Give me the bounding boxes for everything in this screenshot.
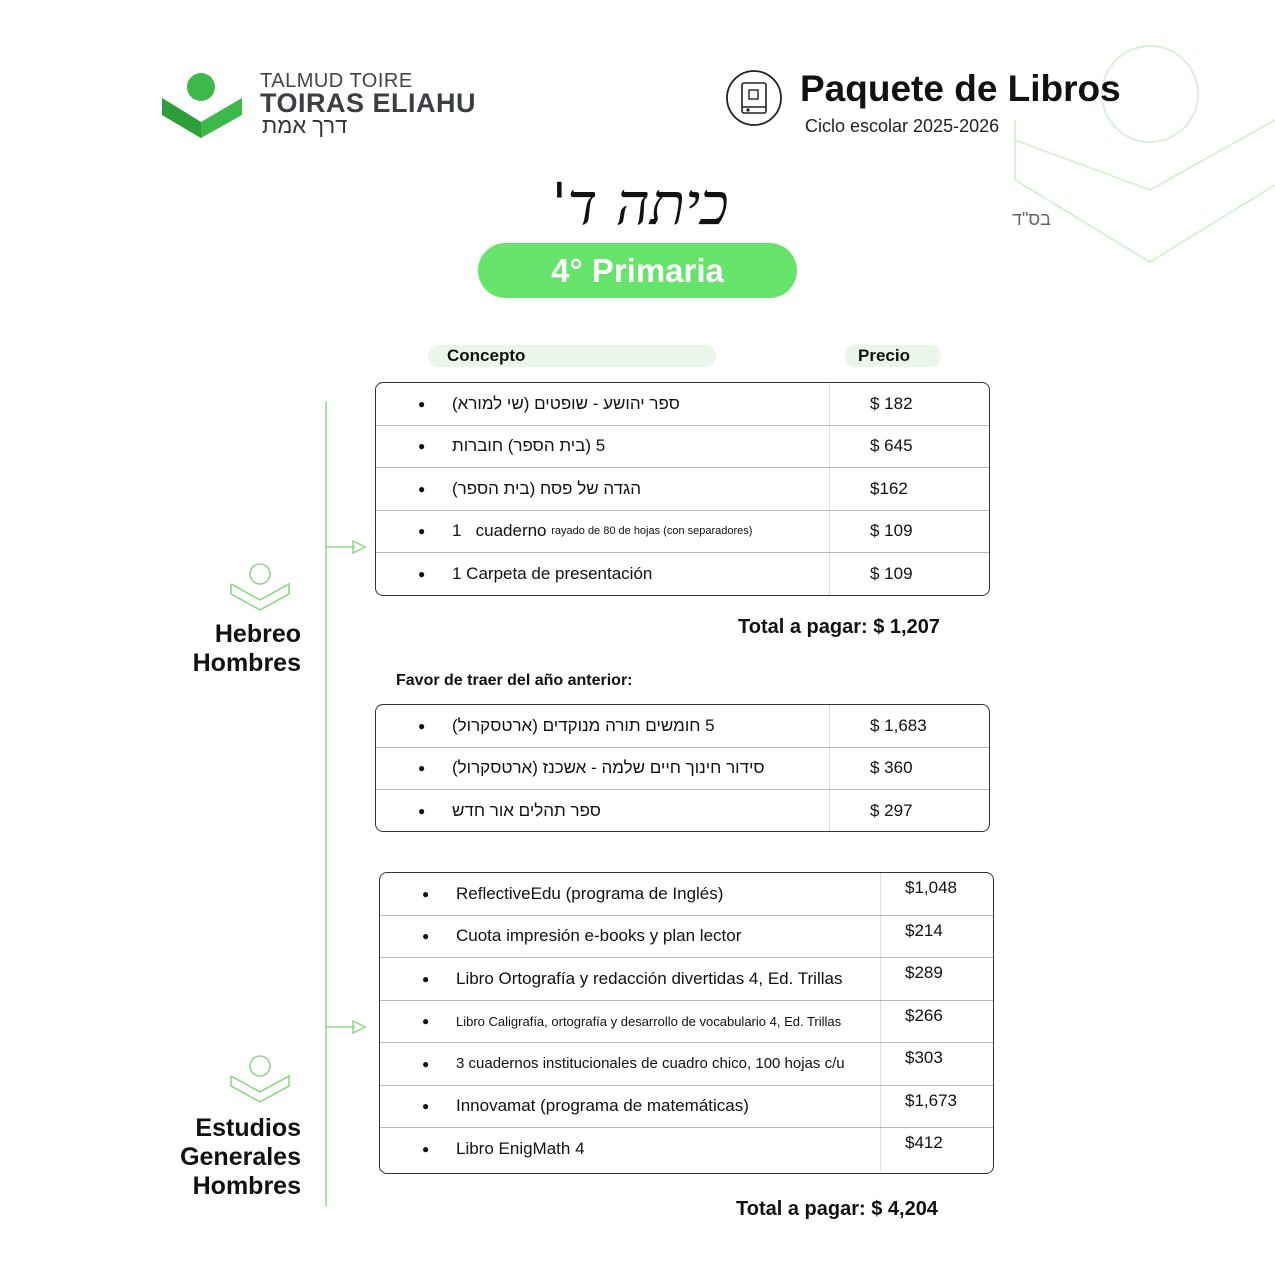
table-row [376, 705, 989, 748]
concept-cell: סידור חינוך חיים שלמה - אשכנז (ארטסקרול) [452, 758, 765, 778]
table-row [376, 383, 989, 426]
page-title: Paquete de Libros [800, 68, 1121, 109]
bullet-icon: ● [418, 567, 426, 582]
price-cell: $1,673 [880, 1086, 993, 1128]
vertical-connector-line [325, 402, 327, 1206]
table-row [380, 1043, 993, 1086]
previous-year-heading: Favor de traer del año anterior: [396, 672, 633, 689]
section-label-line: Generales [180, 1143, 301, 1171]
concept-cell [452, 511, 752, 553]
concept-cell: ספר יהושע - שופטים (שי למורא) [452, 393, 680, 413]
page-subtitle: Ciclo escolar 2025-2026 [805, 116, 1000, 136]
price-cell: $214 [880, 916, 993, 958]
table-row [380, 1128, 993, 1171]
bullet-icon: ● [422, 929, 430, 944]
table-row [380, 873, 993, 916]
hebreo-total: Total a pagar: $ 1,207 [738, 616, 940, 638]
section-logo-outline-icon [228, 1054, 292, 1106]
table-row [380, 1086, 993, 1129]
price-cell: $ 1,683 [829, 705, 989, 747]
school-logo-icon [160, 70, 246, 140]
bullet-icon: ● [418, 804, 426, 819]
table-row [380, 916, 993, 959]
bullet-icon: ● [422, 1056, 430, 1071]
price-cell: $ 109 [829, 511, 989, 553]
concept-cell: 1 Carpeta de presentación [452, 564, 653, 584]
arrow-right-icon [325, 1018, 367, 1036]
logo-line-2: TOIRAS ELIAHU [260, 88, 477, 118]
bullet-icon: ● [422, 1014, 430, 1029]
concept-main: 1 cuaderno [452, 521, 547, 541]
bullet-icon: ● [418, 396, 426, 411]
grade-hebrew: כיתה ד' [551, 170, 729, 238]
bullet-icon: ● [422, 1142, 430, 1157]
bullet-icon: ● [422, 886, 430, 901]
bullet-icon: ● [418, 481, 426, 496]
concept-cell: 5 חומשים תורה מנוקדים (ארטסקרול) [452, 715, 715, 735]
bullet-icon: ● [418, 524, 426, 539]
column-header-price-label: Precio [858, 346, 910, 365]
bullet-icon: ● [422, 971, 430, 986]
table-row [376, 790, 989, 832]
previous-year-table [375, 704, 990, 832]
concept-cell: Libro EnigMath 4 [456, 1139, 585, 1159]
section-logo-outline-icon [228, 562, 292, 614]
concept-cell: Innovamat (programa de matemáticas) [456, 1096, 749, 1116]
price-cell: $303 [880, 1043, 993, 1085]
section-label-generales [150, 1114, 301, 1201]
price-cell: $1,048 [880, 873, 993, 915]
bullet-icon: ● [422, 1099, 430, 1114]
price-cell: $412 [880, 1128, 993, 1171]
concept-cell: Libro Ortografía y redacción divertidas 4, Ed. Trillas [456, 968, 843, 988]
price-cell: $ 360 [829, 748, 989, 790]
price-cell: $ 645 [829, 426, 989, 468]
price-cell: $289 [880, 958, 993, 1000]
table-row [376, 748, 989, 791]
book-icon [725, 69, 783, 127]
bullet-icon: ● [418, 761, 426, 776]
section-label-line: Hombres [192, 649, 301, 677]
price-cell: $266 [880, 1001, 993, 1043]
table-row [376, 553, 989, 596]
generales-total: Total a pagar: $ 4,204 [736, 1198, 938, 1220]
logo-line-3: דרך אמת [262, 113, 348, 138]
concept-cell: 3 cuadernos institucionales de cuadro chico, 100 hojas c/u [456, 1055, 845, 1073]
hebreo-table [375, 382, 990, 596]
concept-cell: 5 (בית הספר) חוברות [452, 436, 606, 456]
logo-line-1: TALMUD TOIRE [260, 70, 413, 92]
price-cell: $ 182 [829, 383, 989, 425]
concept-cell: Libro Caligrafía, ortografía y desarrollo de vocabulario 4, Ed. Trillas [456, 1013, 842, 1029]
column-header-concept-label: Concepto [447, 346, 526, 365]
concept-note: rayado de 80 de hojas (con separadores) [551, 525, 753, 538]
section-label-line: Estudios [195, 1114, 301, 1142]
table-row [376, 511, 989, 554]
price-cell: $ 297 [829, 790, 989, 832]
concept-cell: ספר תהלים אור חדש [452, 801, 601, 821]
column-header-concept [428, 345, 716, 367]
table-row [376, 468, 989, 511]
concept-cell: הגדה של פסח (בית הספר) [452, 478, 642, 498]
section-label-hebreo [150, 620, 301, 678]
generales-table [379, 872, 994, 1174]
arrow-right-icon [325, 538, 367, 556]
section-label-line: Hebreo [214, 620, 301, 648]
bullet-icon: ● [418, 439, 426, 454]
price-cell: $ 109 [829, 553, 989, 596]
section-label-line: Hombres [192, 1172, 301, 1200]
bsd-mark: בס"ד [1012, 209, 1051, 229]
concept-cell: Cuota impresión e-books y plan lector [456, 926, 742, 946]
bullet-icon: ● [418, 718, 426, 733]
table-row [376, 426, 989, 469]
table-row [380, 958, 993, 1001]
grade-badge: 4° Primaria [478, 243, 797, 298]
table-row [380, 1001, 993, 1044]
concept-cell: ReflectiveEdu (programa de Inglés) [456, 883, 724, 903]
column-header-price [845, 345, 941, 367]
price-cell: $162 [829, 468, 989, 510]
